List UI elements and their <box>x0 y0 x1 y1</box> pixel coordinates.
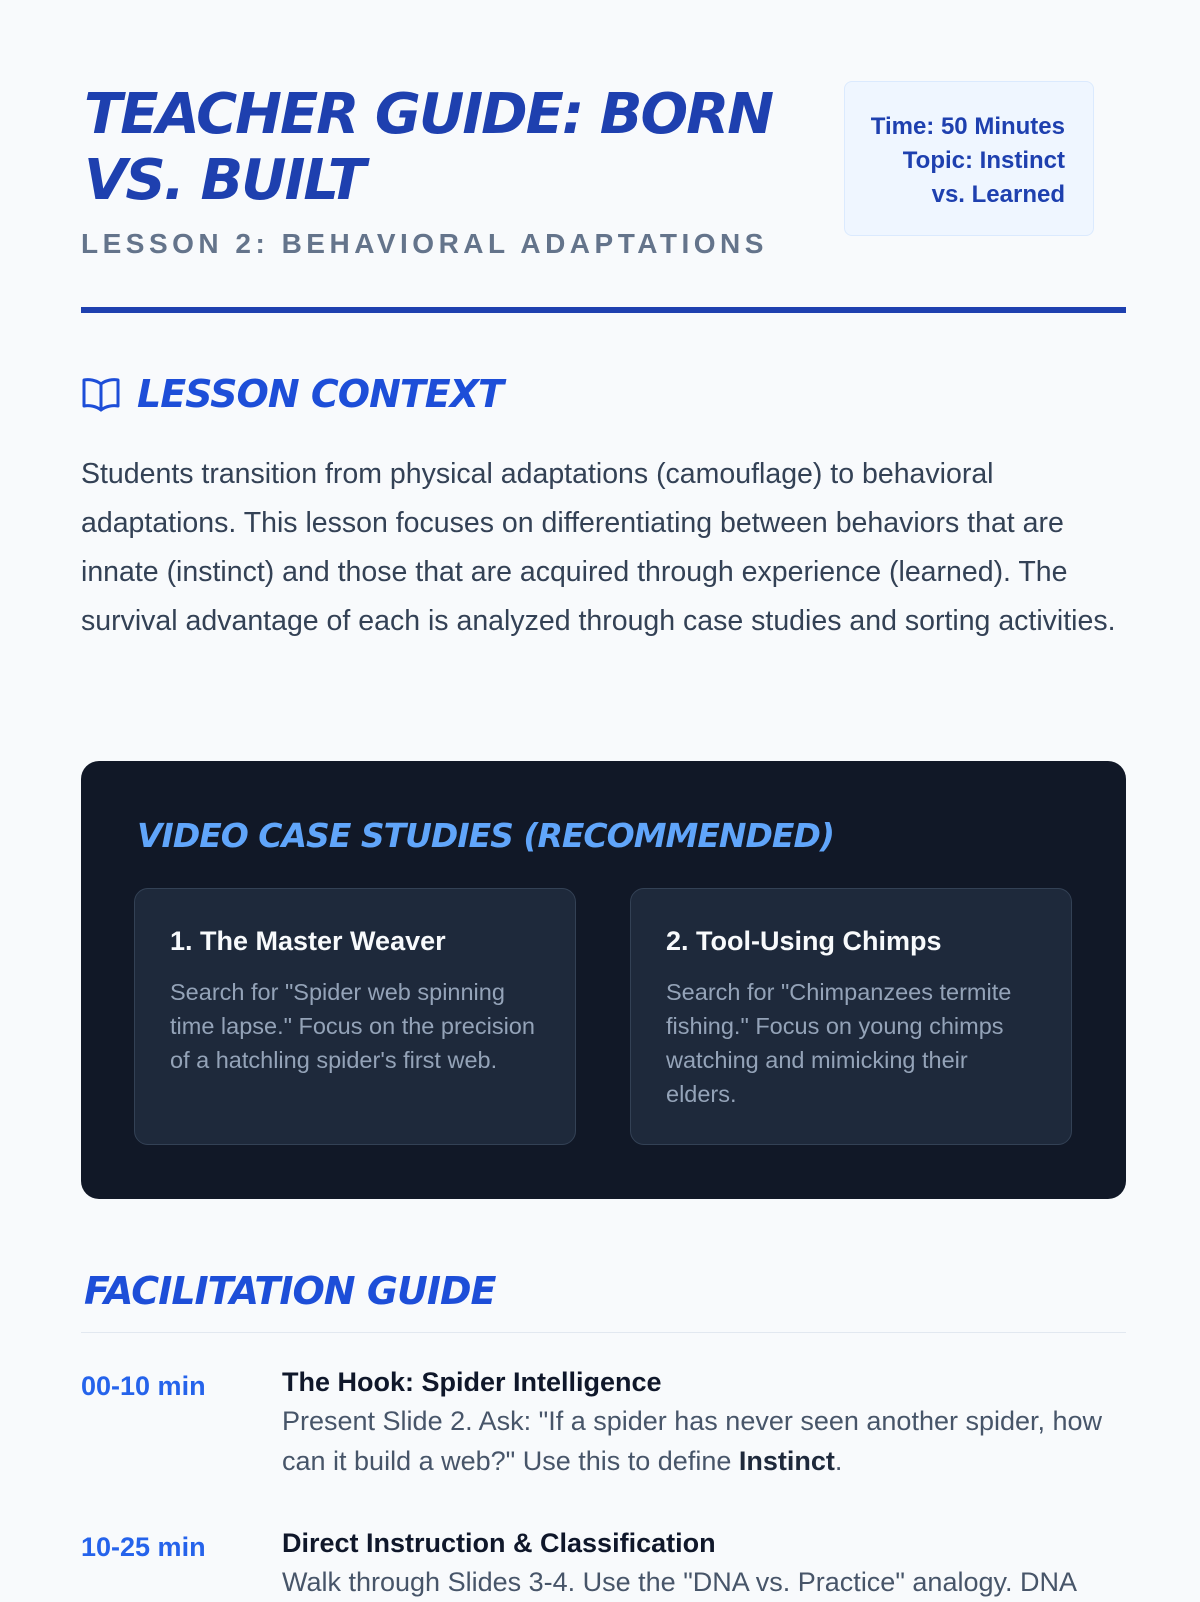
video-card-title: 1. The Master Weaver <box>170 926 446 956</box>
lesson-context-heading <box>81 372 503 416</box>
header-divider <box>81 307 1126 313</box>
step-title: The Hook: Spider Intelligence <box>282 1367 662 1397</box>
lesson-meta-box <box>844 81 1094 236</box>
step-emphasis: Instinct <box>738 1446 835 1476</box>
lesson-subtitle: LESSON 2: BEHAVIORAL ADAPTATIONS <box>81 228 768 259</box>
step-time: 00-10 min <box>81 1371 206 1401</box>
step-text: Walk through Slides 3-4. Use the "DNA vs. Practice" analogy. DNA <box>282 1567 1077 1597</box>
open-book-icon <box>81 376 121 412</box>
page-title: TEACHER GUIDE: BORN VS. BUILT <box>84 82 773 213</box>
facilitation-divider <box>81 1332 1126 1333</box>
step-time: 10-25 min <box>81 1532 206 1562</box>
video-card-text: Search for "Spider web spinning time lapse." Focus on the precision of a hatchling spider's first web. <box>170 979 535 1073</box>
step-body <box>282 1526 1122 1602</box>
lesson-time: Time: 50 Minutes <box>870 113 1065 140</box>
video-card <box>630 888 1072 1145</box>
guide-header <box>81 0 1126 315</box>
step-text: Present Slide 2. Ask: "If a spider has never seen another spider, how can it build a web?" Use this to define Instinct. <box>282 1406 1103 1476</box>
video-section-title: VIDEO CASE STUDIES (RECOMMENDED) <box>137 816 834 855</box>
video-case-studies-panel <box>81 761 1126 1199</box>
teacher-guide-page <box>81 0 1126 1597</box>
step-body <box>282 1365 1122 1481</box>
video-card-text: Search for "Chimpanzees termite fishing." Focus on young chimps watching and mimicking their elders. <box>666 979 1012 1107</box>
lesson-topic: Topic: Instinct vs. Learned <box>902 147 1065 208</box>
video-card-title: 2. Tool-Using Chimps <box>666 926 942 956</box>
step-title: Direct Instruction & Classification <box>282 1528 716 1558</box>
video-card <box>134 888 576 1145</box>
section-title: LESSON CONTEXT <box>137 372 503 416</box>
facilitation-title: FACILITATION GUIDE <box>84 1269 496 1313</box>
lesson-context-text: Students transition from physical adaptations (camouflage) to behavioral adaptations. This lesson focuses on differentiating between behaviors that are innate (instinct) and those that are acquired through experience (learned). The survival advantage of each is analyzed through case studies and sorting activities. <box>81 458 1116 637</box>
